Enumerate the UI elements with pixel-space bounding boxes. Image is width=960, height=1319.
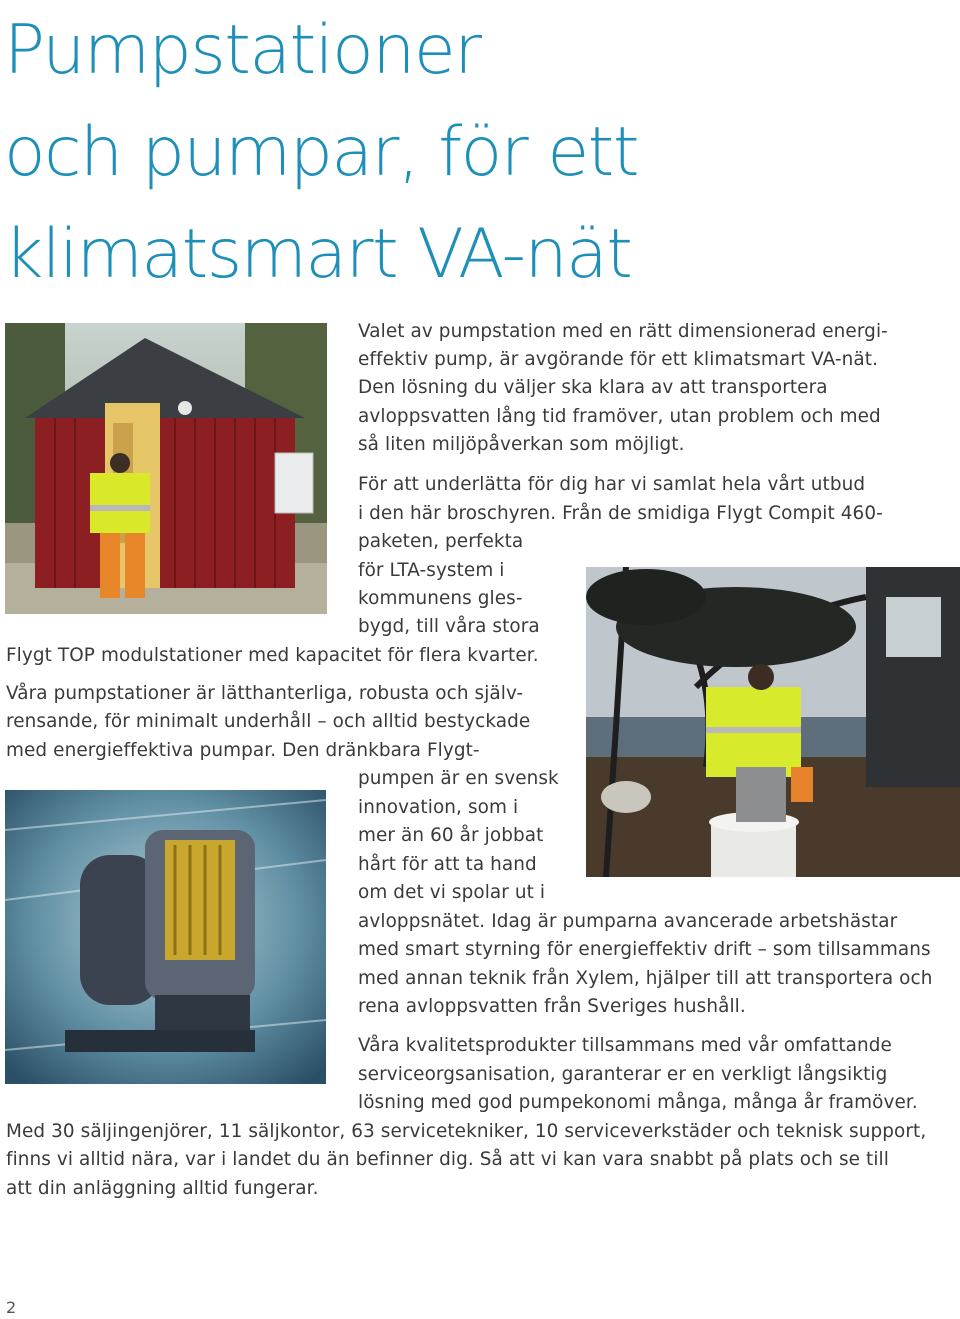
text-line: rensande, för minimalt underhåll – och alltid bestyckade xyxy=(6,711,531,732)
submersible-pumps-photo xyxy=(5,790,326,1084)
text-line: att din anläggning alltid fungerar. xyxy=(6,1178,319,1199)
text-line: paketen, perfekta xyxy=(358,531,524,552)
text-line: med annan teknik från Xylem, hjälper till att transportera och xyxy=(358,968,933,989)
text-line: Den lösning du väljer ska klara av att transportera xyxy=(358,377,828,398)
text-line: Flygt TOP modulstationer med kapacitet för flera kvarter. xyxy=(6,645,539,666)
text-line: i den här broschyren. Från de smidiga Flygt Compit 460- xyxy=(358,503,883,524)
text-line: Valet av pumpstation med en rätt dimensionerad energi- xyxy=(358,321,888,342)
text-line: För att underlätta för dig har vi samlat hela vårt utbud xyxy=(358,474,866,495)
text-line: pumpen är en svensk xyxy=(358,768,559,789)
text-line: serviceorgsanisation, garanterar er en verkligt långsiktig xyxy=(358,1064,888,1085)
worker-installing-pump-photo xyxy=(586,567,960,877)
text-line: så liten miljöpåverkan som möjligt. xyxy=(358,434,685,455)
text-line: mer än 60 år jobbat xyxy=(358,825,544,846)
text-line: Våra kvalitetsprodukter tillsammans med vår omfattande xyxy=(358,1035,892,1056)
pump-station-photo xyxy=(5,323,327,614)
text-line: avloppsvatten lång tid framöver, utan problem och med xyxy=(358,406,881,427)
title-line-1: Pumpstationer xyxy=(4,11,481,90)
text-line: med energieffektiva pumpar. Den dränkbara Flygt- xyxy=(6,740,480,761)
text-line: lösning med god pumpekonomi många, många år framöver. xyxy=(358,1092,918,1113)
text-line: innovation, som i xyxy=(358,797,519,818)
text-line: bygd, till våra stora xyxy=(358,616,540,637)
text-line: kommunens gles- xyxy=(358,588,523,609)
page-number: 2 xyxy=(6,1298,17,1317)
title-line-2: och pumpar, för ett xyxy=(4,113,639,192)
title-line-3: klimatsmart VA-nät xyxy=(4,215,632,294)
text-line: med smart styrning för energieffektiv drift – som tillsammans xyxy=(358,939,931,960)
text-line: Våra pumpstationer är lätthanterliga, robusta och själv- xyxy=(6,683,524,704)
page-title xyxy=(4,0,638,306)
text-line: för LTA-system i xyxy=(358,560,505,581)
text-line: finns vi alltid nära, var i landet du än befinner dig. Så att vi kan vara snabbt på plats och se till xyxy=(6,1149,889,1170)
text-line: rena avloppsvatten från Sveriges hushåll. xyxy=(358,996,746,1017)
text-line: hårt för att ta hand xyxy=(358,854,537,875)
text-line: om det vi spolar ut i xyxy=(358,882,546,903)
text-line: Med 30 säljingenjörer, 11 säljkontor, 63 servicetekniker, 10 serviceverkstäder och teknisk support, xyxy=(6,1121,927,1142)
text-line: effektiv pump, är avgörande för ett klimatsmart VA-nät. xyxy=(358,349,879,370)
text-line: avloppsnätet. Idag är pumparna avancerade arbetshästar xyxy=(358,911,898,932)
